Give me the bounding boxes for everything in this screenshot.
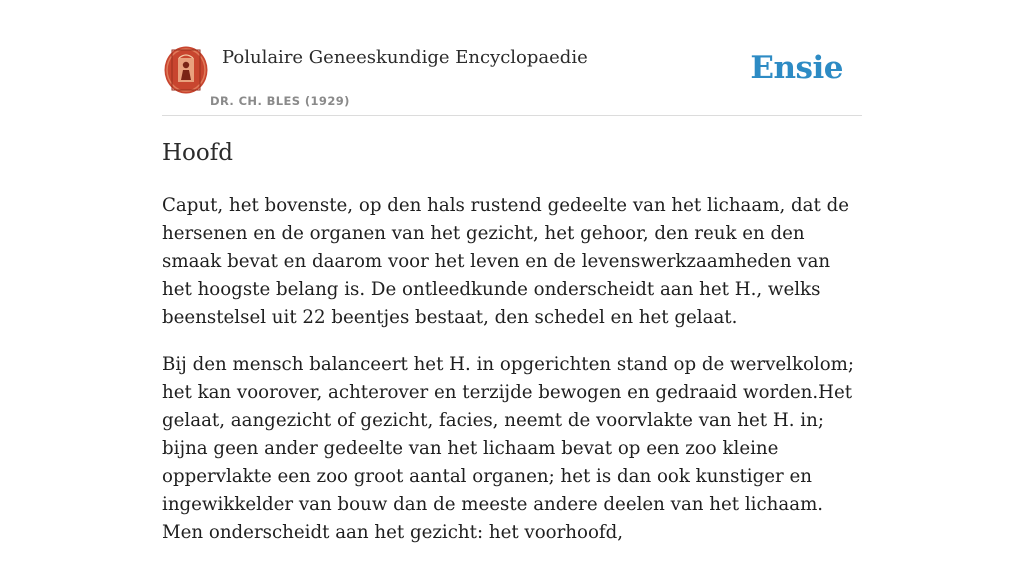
site-header <box>162 40 862 116</box>
article-paragraph: Caput, het bovenste, op den hals rustend gedeelte van het lichaam, dat de hersenen en de organen van het gezicht, het gehoor, den reuk en den smaak bevat en daarom voor het leven en de levenswerkzaamheden van het hoogste belang is. De ontleedkunde onderscheidt aan het H., welks beenstelsel uit 22 beentjes bestaat, den schedel en het gelaat. <box>162 195 850 328</box>
entry-title: Hoofd <box>162 140 233 166</box>
article-body <box>162 192 862 566</box>
brand-logo[interactable]: Ensie <box>750 50 843 86</box>
article-paragraph: Bij den mensch balanceert het H. in opgerichten stand op de wervelkolom; het kan voorover, achterover en terzijde bewogen en gedraaid worden.Het gelaat, aangezicht of gezicht, facies, neemt de voorvlakte van het H. in; bijna geen ander gedeelte van het lichaam bevat op een zoo kleine oppervlakte een zoo groot aantal organen; het is dan ook kunstiger en ingewikkelder van bouw dan de meeste andere deelen van het lichaam. Men onderscheidt aan het gezicht: het voorhoofd, <box>162 354 855 543</box>
book-seal-icon[interactable] <box>164 46 208 94</box>
publication-author: DR. CH. BLES (1929) <box>210 94 350 108</box>
publication-title[interactable]: Polulaire Geneeskundige Encyclopaedie <box>222 47 588 68</box>
